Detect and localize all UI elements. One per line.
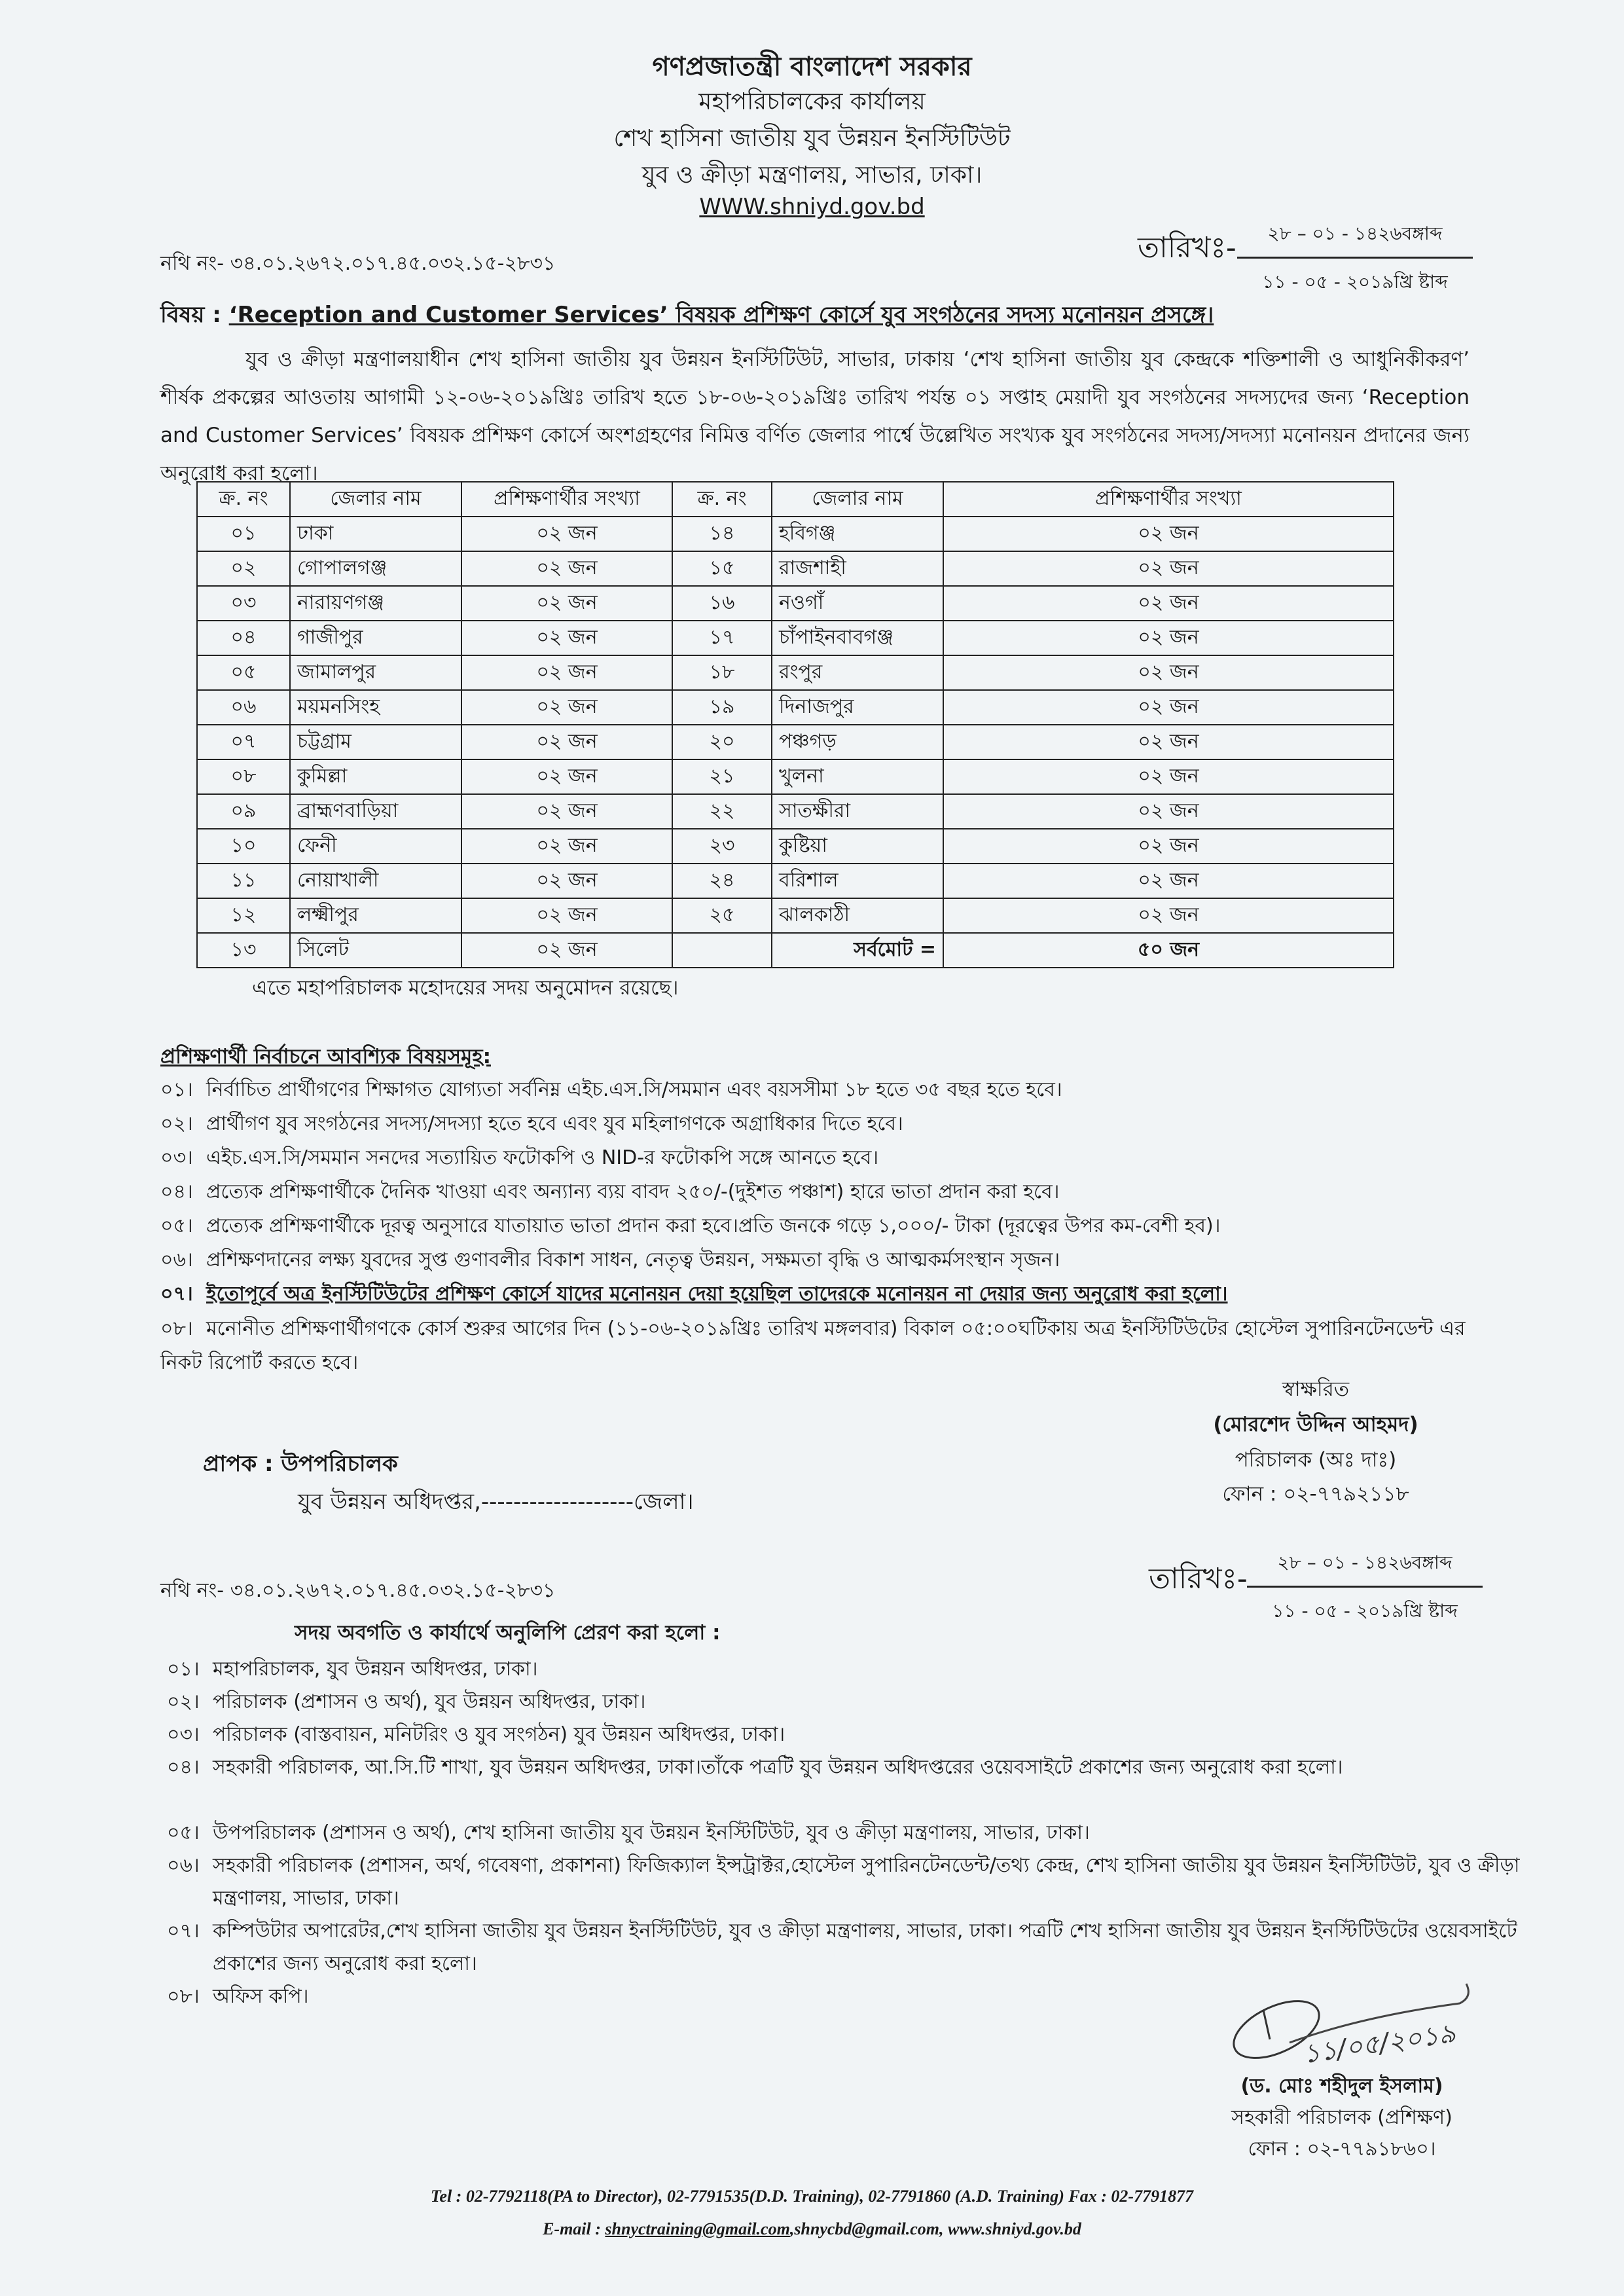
cell-serial: ০১ <box>197 517 290 551</box>
cell-serial-2: ১৮ <box>672 655 772 690</box>
copy-item-number: ০২। <box>167 1690 200 1713</box>
requirement-text: ইতোপূর্বে অত্র ইনস্টিটিউটের প্রশিক্ষণ কোর্সে যাদের মনোনয়ন দেয়া হয়েছিল তাদেরকে মনোনয়ন না দেয়ার জন্য অনুরোধ করা হলো। <box>206 1283 1228 1305</box>
cell-count-2: ৫০ জন <box>943 933 1394 968</box>
cell-serial-2: ১৫ <box>672 551 772 586</box>
cell-serial: ০৯ <box>197 794 290 829</box>
signatory2-name: (ড. মোঃ শহীদুল ইসলাম) <box>1240 2075 1443 2098</box>
table-row <box>197 517 1394 551</box>
date-label: তারিখঃ- <box>1138 231 1236 264</box>
footer-email-link[interactable]: shnyctraining@gmail.com <box>605 2219 790 2238</box>
cell-district: ফেনী <box>290 829 461 864</box>
cell-district-2: কুষ্টিয়া <box>772 829 943 864</box>
signatory2-designation: সহকারী পরিচালক (প্রশিক্ষণ) <box>1231 2106 1453 2129</box>
cell-district: কুমিল্লা <box>290 759 461 794</box>
requirements-title: প্রশিক্ষণার্থী নির্বাচনে আবশ্যিক বিষয়সমূহ: <box>160 1045 491 1068</box>
copy-recipient-item <box>167 1686 1528 1719</box>
letterhead-institute: শেখ হাসিনা জাতীয় যুব উন্নয়ন ইনস্টিটিউট <box>613 125 1011 152</box>
requirement-number: ০৩। <box>160 1146 193 1169</box>
cell-district-2: রাজশাহী <box>772 551 943 586</box>
footer-contact-phones: Tel : 02-7792118(PA to Director), 02-7791535(D.D. Training), 02-7791860 (A.D. Training) Fax : 02-7791877 <box>430 2187 1194 2206</box>
recipient-label: প্রাপক : উপপরিচালক <box>203 1451 398 1477</box>
copy-item-text: সহকারী পরিচালক (প্রশাসন, অর্থ, গবেষণা, প্রকাশনা) ফিজিক্যাল ইন্সট্রাক্টর,হোস্টেল সুপারিনটেনডেন্ট/তথ্য কেন্দ্র, শেখ হাসিনা জাতীয় যুব উন্নয়ন ইনস্টিটিউট, যুব ও ক্রীড়া মন্ত্রণালয়, সাভার, ঢাকা। <box>213 1854 1520 1910</box>
cell-count-2: ০২ জন <box>943 725 1394 759</box>
table-row <box>197 794 1394 829</box>
cell-district-2: সাতক্ষীরা <box>772 794 943 829</box>
cell-count: ০২ জন <box>461 690 672 725</box>
signatory-designation: পরিচালক (অঃ দাঃ) <box>1235 1448 1397 1472</box>
cell-district: জামালপুর <box>290 655 461 690</box>
table-row <box>197 759 1394 794</box>
cell-district-2: রংপুর <box>772 655 943 690</box>
copy-recipient-item <box>167 1817 1528 1850</box>
copy-item-number: ০৮। <box>167 1985 200 2008</box>
letterhead-website-link[interactable]: WWW.shniyd.gov.bd <box>699 194 925 220</box>
cell-count-2: ০২ জন <box>943 759 1394 794</box>
table-row <box>197 829 1394 864</box>
copy-recipient-item <box>167 1653 1528 1686</box>
cell-count-2: ০২ জন <box>943 690 1394 725</box>
cell-count: ০২ জন <box>461 655 672 690</box>
cell-district-2: দিনাজপুর <box>772 690 943 725</box>
cell-serial-2: ২৩ <box>672 829 772 864</box>
district-allocation-table <box>196 481 1394 968</box>
cell-district-2: পঞ্চগড় <box>772 725 943 759</box>
cell-serial-2: ২১ <box>672 759 772 794</box>
table-row <box>197 655 1394 690</box>
requirement-number: ০৪। <box>160 1180 193 1203</box>
requirement-text: প্রশিক্ষণদানের লক্ষ্য যুবদের সুপ্ত গুণাবলীর বিকাশ সাধন, নেতৃত্ব উন্নয়ন, সক্ষমতা বৃদ্ধি ও আত্মকর্মসংস্থান সৃজন। <box>206 1248 1060 1271</box>
table-row <box>197 898 1394 933</box>
footer-email-rest: ,shnycbd@gmail.com, www.shniyd.gov.bd <box>789 2219 1081 2238</box>
cell-count: ০২ জন <box>461 517 672 551</box>
cell-count: ০২ জন <box>461 794 672 829</box>
cell-serial: ১২ <box>197 898 290 933</box>
cell-serial-2: ১৯ <box>672 690 772 725</box>
table-row <box>197 690 1394 725</box>
cell-serial-2: ১৭ <box>672 621 772 655</box>
table-row <box>197 933 1394 968</box>
cell-serial-2: ২২ <box>672 794 772 829</box>
cell-district-2: হবিগঞ্জ <box>772 517 943 551</box>
requirement-text: নির্বাচিত প্রার্থীগণের শিক্ষাগত যোগ্যতা সর্বনিম্ন এইচ.এস.সি/সমমান এবং বয়সসীমা ১৮ হতে ৩৫ বছর হতে হবে। <box>206 1078 1062 1101</box>
copy-item-number: ০৪। <box>167 1756 200 1779</box>
cell-count: ০২ জন <box>461 586 672 621</box>
requirement-item <box>160 1210 1483 1243</box>
signatory-name: (মোরশেদ উদ্দিন আহমদ) <box>1213 1413 1418 1436</box>
copy-recipient-item <box>167 1719 1528 1751</box>
copy-date-bangla: ২৮ – ০১ - ১৪২৬বঙ্গাব্দ <box>1247 1548 1483 1588</box>
requirement-item <box>160 1142 1483 1175</box>
cell-serial: ১১ <box>197 864 290 898</box>
requirement-number: ০৫। <box>160 1214 193 1237</box>
cell-district-2: চাঁপাইনবাবগঞ্জ <box>772 621 943 655</box>
copy-item-text: সহকারী পরিচালক, আ.সি.টি শাখা, যুব উন্নয়ন অধিদপ্তর, ঢাকা।তাঁকে পত্রটি যুব উন্নয়ন অধিদপ্তরের ওয়েবসাইটে প্রকাশের জন্য অনুরোধ করা হলো। <box>213 1756 1343 1779</box>
copy-recipient-item <box>167 1850 1528 1915</box>
signatory2-phone: ফোন : ০২-৭৭৯১৮৬০। <box>1248 2138 1436 2160</box>
signed-label: স্বাক্ষরিত <box>1282 1377 1350 1401</box>
cell-count: ০২ জন <box>461 933 672 968</box>
approval-note: এতে মহাপরিচালক মহোদয়ের সদয় অনুমোদন রয়েছে। <box>252 976 679 1000</box>
cell-district: নোয়াখালী <box>290 864 461 898</box>
letterhead-government: গণপ্রজাতন্ত্রী বাংলাদেশ সরকার <box>652 52 972 82</box>
col-header-serial: ক্র. নং <box>197 482 290 517</box>
cell-district: ময়মনসিংহ <box>290 690 461 725</box>
requirement-text: প্রার্থীগণ যুব সংগঠনের সদস্য/সদস্যা হতে হবে এবং যুব মহিলাগণকে অগ্রাধিকার দিতে হবে। <box>206 1112 903 1135</box>
copy-item-number: ০৩। <box>167 1723 200 1746</box>
cell-serial: ০৫ <box>197 655 290 690</box>
letterhead-ministry: যুব ও ক্রীড়া মন্ত্রণালয়, সাভার, ঢাকা। <box>641 162 983 189</box>
requirement-item <box>160 1278 1483 1311</box>
cell-serial: ১৩ <box>197 933 290 968</box>
cell-serial-2 <box>672 933 772 968</box>
copy-item-text: মহাপরিচালক, যুব উন্নয়ন অধিদপ্তর, ঢাকা। <box>213 1658 538 1681</box>
cell-count: ০২ জন <box>461 829 672 864</box>
col-header-district: জেলার নাম <box>290 482 461 517</box>
cell-district-2: ঝালকাঠী <box>772 898 943 933</box>
subject-label: বিষয় : <box>160 302 221 328</box>
cell-serial-2: ১৬ <box>672 586 772 621</box>
letterhead-office: মহাপরিচালকের কার্যালয় <box>698 88 926 115</box>
cell-district: চট্টগ্রাম <box>290 725 461 759</box>
table-row <box>197 621 1394 655</box>
cell-count-2: ০২ জন <box>943 517 1394 551</box>
cell-district-2: খুলনা <box>772 759 943 794</box>
requirement-number: ০১। <box>160 1078 193 1101</box>
requirement-number: ০৭। <box>160 1283 193 1305</box>
cell-count-2: ০২ জন <box>943 864 1394 898</box>
cell-district: সিলেট <box>290 933 461 968</box>
copy-recipient-item <box>167 1915 1528 1980</box>
date-gregorian: ১১ - ০৫ - ২০১৯খ্রি ষ্টাব্দ <box>1262 271 1448 293</box>
cell-district-2: বরিশাল <box>772 864 943 898</box>
date-bangla: ২৮ – ০১ - ১৪২৬বঙ্গাব্দ <box>1237 219 1473 259</box>
cell-district: নারায়ণগঞ্জ <box>290 586 461 621</box>
cell-district: গাজীপুর <box>290 621 461 655</box>
cell-serial-2: ২৪ <box>672 864 772 898</box>
subject-line <box>160 298 1214 335</box>
copy-item-text: উপপরিচালক (প্রশাসন ও অর্থ), শেখ হাসিনা জাতীয় যুব উন্নয়ন ইনস্টিটিউট, যুব ও ক্রীড়া মন্ত্রণালয়, সাভার, ঢাকা। <box>213 1821 1090 1844</box>
cell-count-2: ০২ জন <box>943 794 1394 829</box>
copy-item-number: ০১। <box>167 1658 200 1681</box>
file-number: নথি নং- ৩৪.০১.২৬৭২.০১৭.৪৫.০৩২.১৫-২৮৩১ <box>160 252 556 275</box>
copy-item-text: পরিচালক (প্রশাসন ও অর্থ), যুব উন্নয়ন অধিদপ্তর, ঢাকা। <box>213 1690 646 1713</box>
requirement-item <box>160 1312 1483 1380</box>
table-row <box>197 586 1394 621</box>
cell-count-2: ০২ জন <box>943 655 1394 690</box>
cell-count-2: ০২ জন <box>943 898 1394 933</box>
body-paragraph-text: যুব ও ক্রীড়া মন্ত্রণালয়াধীন শেখ হাসিনা জাতীয় যুব উন্নয়ন ইনস্টিটিউট, সাভার, ঢাকায় ‘শেখ হাসিনা জাতীয় যুব কেন্দ্রকে শক্তিশালী ও আধুনিকীকরণ’ শীর্ষক প্রকল্পের আওতায় আগামী ১২-০৬-২০১৯খ্রিঃ তারিখ হতে ১৮-০৬-২০১৯খ্রিঃ তারিখ পর্যন্ত ০১ সপ্তাহ মেয়াদী যুব সংগঠনের সদস্যদের জন্য ‘Reception and Customer Services’ বিষয়ক প্রশিক্ষণ কোর্সে অংশগ্রহণের নিমিত্ত বর্ণিত জেলার পার্শ্বে উল্লেখিত সংখ্যক যুব সংগঠনের সদস্য/সদস্যা মনোনয়ন প্রদানের জন্য অনুরোধ করা হলো। <box>160 348 1470 485</box>
cell-serial-2: ১৪ <box>672 517 772 551</box>
cell-serial-2: ২০ <box>672 725 772 759</box>
copy-item-text: অফিস কপি। <box>213 1985 309 2008</box>
table-row <box>197 551 1394 586</box>
cell-district-2: সর্বমোট = <box>772 933 943 968</box>
copy-item-text: পরিচালক (বাস্তবায়ন, মনিটরিং ও যুব সংগঠন) যুব উন্নয়ন অধিদপ্তর, ঢাকা। <box>213 1723 785 1746</box>
cell-count: ০২ জন <box>461 551 672 586</box>
requirement-text: প্রত্যেক প্রশিক্ষণার্থীকে দৈনিক খাওয়া এবং অন্যান্য ব্যয় বাবদ ২৫০/-(দুইশত পঞ্চাশ) হারে ভাতা প্রদান করা হবে। <box>206 1180 1060 1203</box>
col-header-serial-2: ক্র. নং <box>672 482 772 517</box>
requirement-item <box>160 1176 1483 1209</box>
footer-email-label: E-mail : <box>543 2219 605 2238</box>
requirement-text: মনোনীত প্রশিক্ষণার্থীগণকে কোর্স শুরুর আগের দিন (১১-০৬-২০১৯খ্রিঃ তারিখ মঙ্গলবার) বিকাল ০৫:০০ঘটিকায় অত্র ইনস্টিটিউটের হোস্টেল সুপারিনটেনডেন্ট এর নিকট রিপোর্ট করতে হবে। <box>160 1317 1466 1374</box>
signatory-phone: ফোন : ০২-৭৭৯২১১৮ <box>1222 1482 1409 1506</box>
requirement-number: ০৮। <box>160 1317 193 1340</box>
requirement-item <box>160 1108 1483 1141</box>
cell-count: ০২ জন <box>461 725 672 759</box>
cell-district: ঢাকা <box>290 517 461 551</box>
cell-serial: ০২ <box>197 551 290 586</box>
requirement-item <box>160 1244 1483 1277</box>
body-paragraph <box>160 340 1470 492</box>
cell-count-2: ০২ জন <box>943 829 1394 864</box>
cell-count-2: ০২ জন <box>943 551 1394 586</box>
copy-distribution-title: সদয় অবগতি ও কার্যার্থে অনুলিপি প্রেরণ করা হলো : <box>295 1621 721 1645</box>
subject-text: ‘Reception and Customer Services’ বিষয়ক প্রশিক্ষণ কোর্সে যুব সংগঠনের সদস্য মনোনয়ন প্রসঙ্গে। <box>228 302 1214 328</box>
requirement-text: এইচ.এস.সি/সমমান সনদের সত্যায়িত ফটোকপি ও NID-র ফটোকপি সঙ্গে আনতে হবে। <box>206 1146 879 1169</box>
cell-serial: ১০ <box>197 829 290 864</box>
date-block <box>1237 219 1473 299</box>
cell-serial: ০৪ <box>197 621 290 655</box>
cell-count: ০২ জন <box>461 621 672 655</box>
copy-file-number: নথি নং- ৩৪.০১.২৬৭২.০১৭.৪৫.০৩২.১৫-২৮৩১ <box>160 1579 556 1602</box>
cell-count: ০২ জন <box>461 864 672 898</box>
col-header-district-2: জেলার নাম <box>772 482 943 517</box>
cell-district: লক্ষ্মীপুর <box>290 898 461 933</box>
copy-date-block <box>1247 1548 1483 1628</box>
cell-count: ০২ জন <box>461 759 672 794</box>
table-row <box>197 725 1394 759</box>
cell-count-2: ০২ জন <box>943 621 1394 655</box>
cell-district-2: নওগাঁ <box>772 586 943 621</box>
copy-recipient-item <box>167 1751 1528 1784</box>
cell-count: ০২ জন <box>461 898 672 933</box>
requirement-number: ০২। <box>160 1112 193 1135</box>
cell-district: ব্রাহ্মণবাড়িয়া <box>290 794 461 829</box>
requirement-text: প্রত্যেক প্রশিক্ষণার্থীকে দূরত্ব অনুসারে যাতায়াত ভাতা প্রদান করা হবে।প্রতি জনকে গড়ে ১,০০০/- টাকা (দূরত্বের উপর কম-বেশী হব)। <box>206 1214 1221 1237</box>
copy-item-number: ০৬। <box>167 1854 200 1877</box>
cell-serial: ০৮ <box>197 759 290 794</box>
copy-item-number: ০৫। <box>167 1821 200 1844</box>
cell-count-2: ০২ জন <box>943 586 1394 621</box>
table-row <box>197 864 1394 898</box>
table-header-row <box>197 482 1394 517</box>
cell-serial: ০৭ <box>197 725 290 759</box>
cell-serial: ০৬ <box>197 690 290 725</box>
copy-item-text: কম্পিউটার অপারেটর,শেখ হাসিনা জাতীয় যুব উন্নয়ন ইনস্টিটিউট, যুব ও ক্রীড়া মন্ত্রণালয়, সাভার, ঢাকা। পত্রটি শেখ হাসিনা জাতীয় যুব উন্নয়ন ইনস্টিটিউটের ওয়েবসাইটে প্রকাশের জন্য অনুরোধ করা হলো। <box>213 1920 1517 1975</box>
recipient-address: যুব উন্নয়ন অধিদপ্তর,-------------------জেলা। <box>298 1489 694 1515</box>
copy-item-number: ০৭। <box>167 1920 200 1942</box>
footer-email-line <box>0 2219 1624 2239</box>
col-header-count: প্রশিক্ষণার্থীর সংখ্যা <box>461 482 672 517</box>
col-header-count-2: প্রশিক্ষণার্থীর সংখ্যা <box>943 482 1394 517</box>
copy-date-label: তারিখঃ- <box>1149 1562 1248 1595</box>
cell-district: গোপালগঞ্জ <box>290 551 461 586</box>
cell-serial-2: ২৫ <box>672 898 772 933</box>
requirement-item <box>160 1074 1483 1107</box>
requirement-number: ০৬। <box>160 1248 193 1271</box>
signature-date: ১১/০৫/২০১৯ <box>1301 2018 1458 2070</box>
cell-serial: ০৩ <box>197 586 290 621</box>
copy-date-gregorian: ১১ - ০৫ - ২০১৯খ্রি ষ্টাব্দ <box>1272 1600 1458 1622</box>
